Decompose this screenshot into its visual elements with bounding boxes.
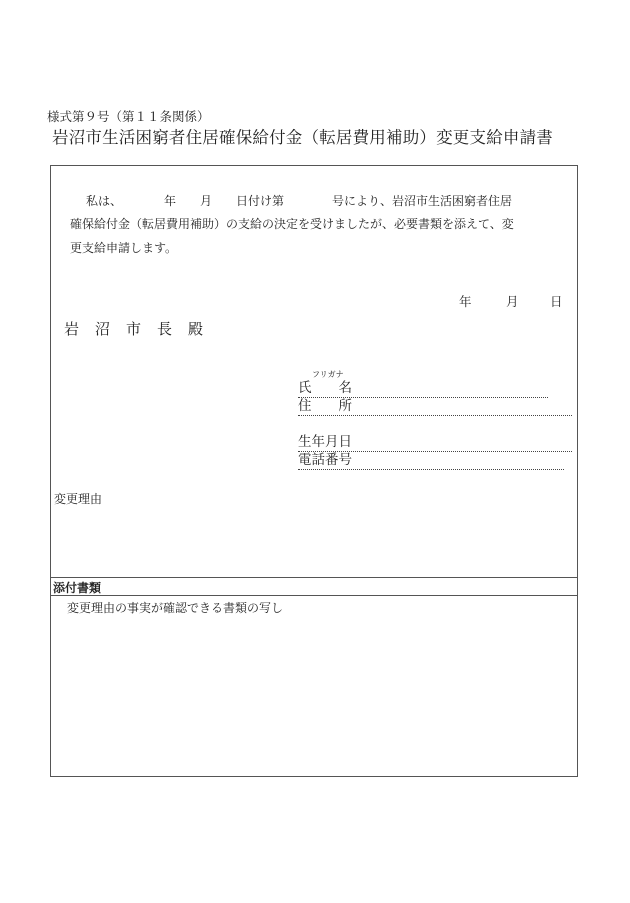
date-day-label: 日: [550, 294, 563, 309]
declaration-line-3: 更支給申請します。: [70, 241, 178, 255]
addressee: 岩 沼 市 長 殿: [64, 320, 204, 338]
name-label: 氏 名: [298, 380, 352, 396]
declaration-line-2: 確保給付金（転居費用補助）の支給の決定を受けましたが、必要書類を添えて、変: [70, 217, 514, 231]
date-month-label: 月: [506, 294, 519, 309]
attachments-header: 添付書類: [53, 581, 102, 595]
furigana-label: フリガナ: [312, 370, 344, 379]
address-label: 住 所: [298, 398, 352, 414]
attachments-text: 変更理由の事実が確認できる書類の写し: [67, 601, 284, 615]
phone-field[interactable]: [298, 452, 564, 470]
form-number: 様式第９号（第１１条関係）: [47, 109, 210, 124]
form-box: [50, 165, 578, 777]
name-field[interactable]: [298, 380, 548, 398]
declaration-line-1: 私は、 年 月 日付け第 号により、岩沼市生活困窮者住居: [86, 194, 513, 208]
address-field[interactable]: [298, 398, 572, 416]
date-year-label: 年: [459, 294, 472, 309]
attachments-divider-bottom: [50, 595, 578, 596]
attachments-divider-top: [50, 577, 578, 578]
birthdate-label: 生年月日: [298, 434, 352, 450]
birthdate-field[interactable]: [298, 434, 572, 452]
change-reason-label: 変更理由: [54, 492, 103, 506]
form-title: 岩沼市生活困窮者住居確保給付金（転居費用補助）変更支給申請書: [52, 128, 553, 147]
phone-label: 電話番号: [298, 452, 352, 468]
